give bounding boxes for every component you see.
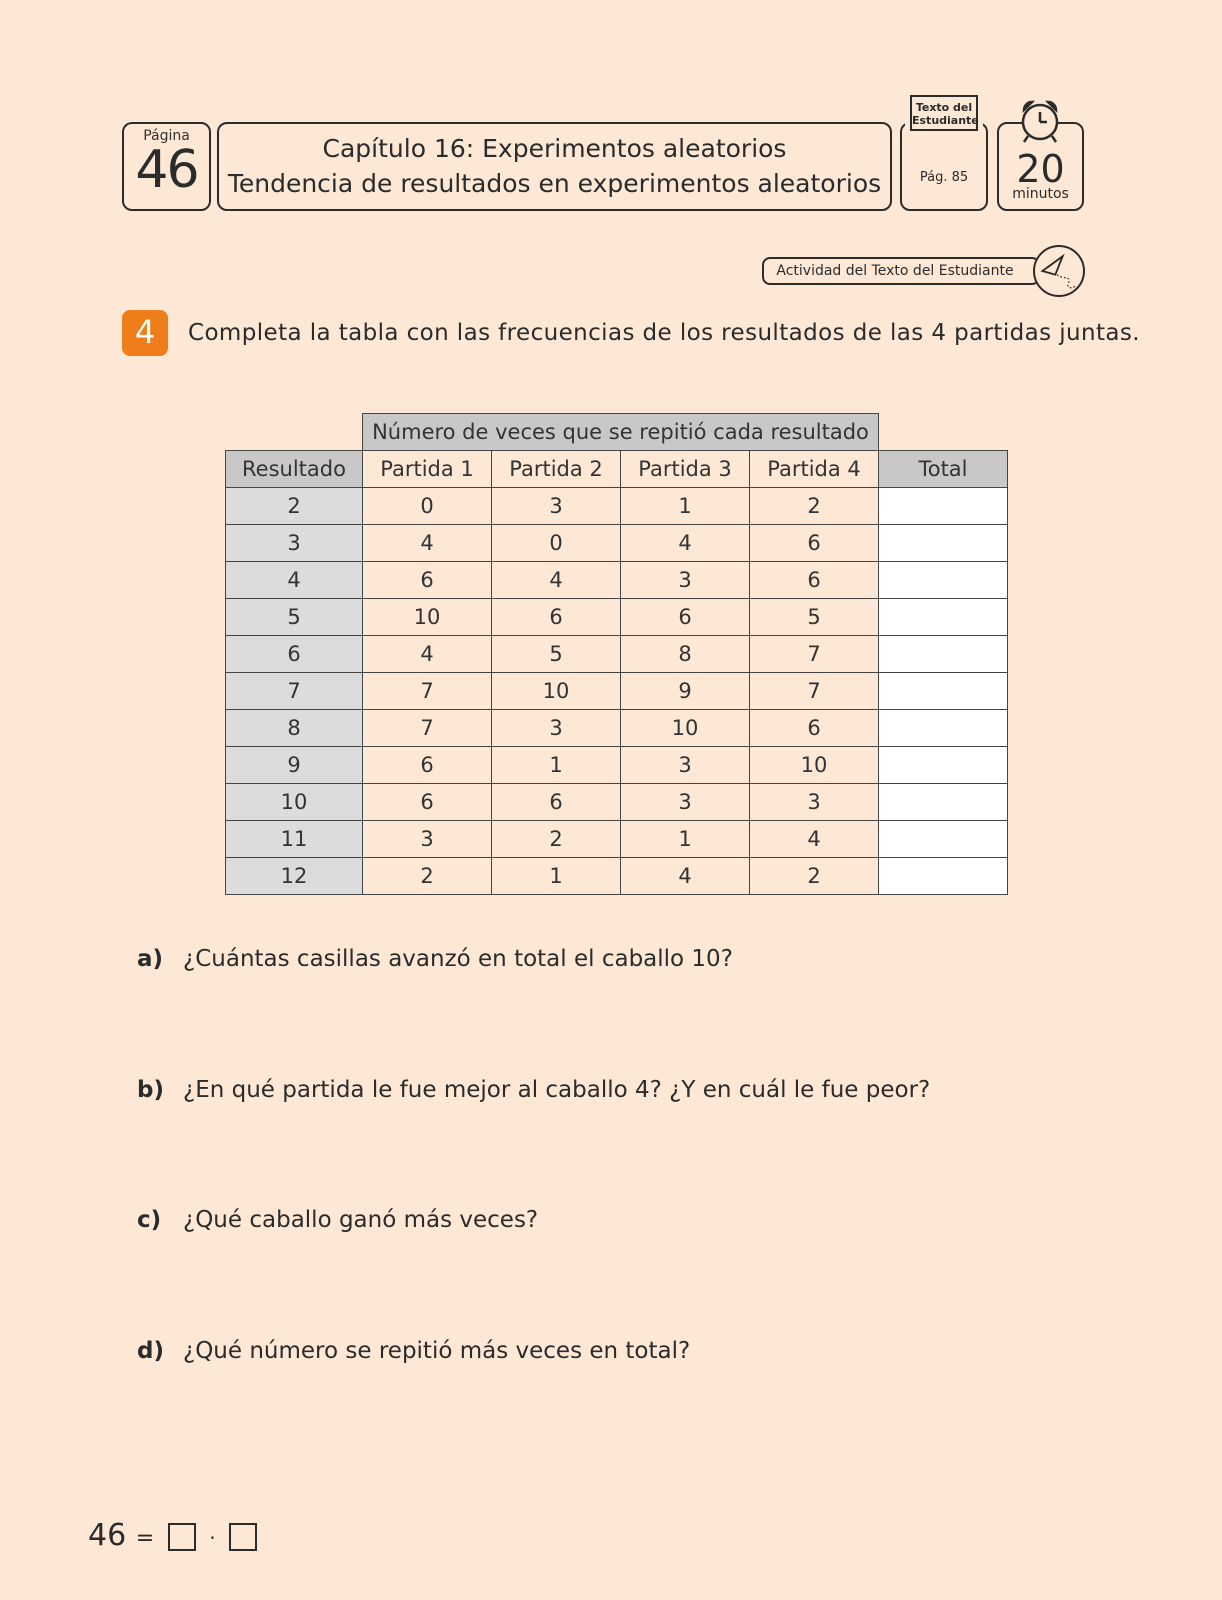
footer-dot: · (209, 1526, 216, 1550)
cell-partida-4: 6 (750, 525, 879, 562)
cell-partida-4: 5 (750, 599, 879, 636)
cell-total-input[interactable] (879, 784, 1008, 821)
table-row (226, 747, 1008, 784)
column-header-total: Total (879, 451, 1008, 488)
cell-partida-2: 6 (492, 599, 621, 636)
cell-resultado: 2 (226, 488, 363, 525)
question-letter: b) (137, 1077, 164, 1103)
column-header-resultado: Resultado (226, 451, 363, 488)
cell-partida-4: 2 (750, 488, 879, 525)
empty-corner (879, 414, 1008, 451)
cell-resultado: 8 (226, 710, 363, 747)
cell-partida-3: 1 (621, 488, 750, 525)
cell-partida-3: 4 (621, 858, 750, 895)
page-number: 46 (135, 140, 198, 200)
question-d (137, 1338, 690, 1364)
cell-partida-2: 1 (492, 747, 621, 784)
cell-partida-4: 3 (750, 784, 879, 821)
cell-partida-4: 7 (750, 636, 879, 673)
cell-partida-4: 10 (750, 747, 879, 784)
cell-partida-3: 9 (621, 673, 750, 710)
chapter-title: Capítulo 16: Experimentos aleatorios (322, 134, 787, 163)
cell-partida-2: 3 (492, 710, 621, 747)
cell-partida-4: 4 (750, 821, 879, 858)
student-text-badge: Texto del Estudiante (910, 95, 978, 131)
question-text: ¿Qué número se repitió más veces en total? (183, 1338, 691, 1364)
exercise-number-badge: 4 (122, 310, 168, 356)
cell-resultado: 3 (226, 525, 363, 562)
question-letter: a) (137, 946, 164, 972)
table-row (226, 784, 1008, 821)
group-header: Número de veces que se repitió cada resultado (363, 414, 879, 451)
cell-partida-2: 6 (492, 784, 621, 821)
cell-total-input[interactable] (879, 599, 1008, 636)
question-c (137, 1207, 538, 1233)
cell-total-input[interactable] (879, 525, 1008, 562)
cell-partida-4: 6 (750, 562, 879, 599)
cell-partida-3: 4 (621, 525, 750, 562)
cell-partida-4: 7 (750, 673, 879, 710)
cell-partida-2: 5 (492, 636, 621, 673)
cell-partida-3: 6 (621, 599, 750, 636)
question-text: ¿En qué partida le fue mejor al caballo 4? ¿Y en cuál le fue peor? (183, 1077, 931, 1103)
chapter-title-box (217, 122, 892, 211)
cell-partida-3: 8 (621, 636, 750, 673)
footer-equals: = (135, 1526, 155, 1551)
column-header-partida-1: Partida 1 (363, 451, 492, 488)
cell-partida-1: 7 (363, 673, 492, 710)
cell-partida-2: 10 (492, 673, 621, 710)
cell-total-input[interactable] (879, 562, 1008, 599)
cell-partida-3: 1 (621, 821, 750, 858)
cell-partida-3: 3 (621, 562, 750, 599)
cell-partida-1: 4 (363, 525, 492, 562)
cell-resultado: 6 (226, 636, 363, 673)
cell-total-input[interactable] (879, 821, 1008, 858)
cell-partida-1: 6 (363, 784, 492, 821)
table-row (226, 599, 1008, 636)
footer-page-equation (88, 1518, 261, 1553)
table-row (226, 673, 1008, 710)
cell-resultado: 5 (226, 599, 363, 636)
time-value: 20 (1016, 147, 1065, 191)
cell-partida-1: 4 (363, 636, 492, 673)
cell-partida-2: 3 (492, 488, 621, 525)
table-row (226, 821, 1008, 858)
cell-resultado: 10 (226, 784, 363, 821)
column-header-partida-4: Partida 4 (750, 451, 879, 488)
cell-partida-2: 4 (492, 562, 621, 599)
table-row (226, 525, 1008, 562)
question-letter: d) (137, 1338, 164, 1364)
table-group-header-row (226, 414, 1008, 451)
cell-partida-4: 6 (750, 710, 879, 747)
footer-page-number: 46 (88, 1518, 127, 1553)
time-unit: minutos (1012, 186, 1069, 202)
question-letter: c) (137, 1207, 162, 1233)
cell-partida-1: 6 (363, 562, 492, 599)
cell-partida-2: 0 (492, 525, 621, 562)
cell-partida-1: 6 (363, 747, 492, 784)
cell-partida-1: 10 (363, 599, 492, 636)
cell-partida-2: 1 (492, 858, 621, 895)
table-row (226, 562, 1008, 599)
cell-partida-3: 3 (621, 784, 750, 821)
cell-resultado: 4 (226, 562, 363, 599)
table-row (226, 488, 1008, 525)
question-b (137, 1077, 930, 1103)
column-header-partida-3: Partida 3 (621, 451, 750, 488)
question-a (137, 946, 733, 972)
question-text: ¿Cuántas casillas avanzó en total el caballo 10? (183, 946, 733, 972)
table-header-row (226, 451, 1008, 488)
cell-partida-4: 2 (750, 858, 879, 895)
table-row (226, 858, 1008, 895)
cell-partida-3: 3 (621, 747, 750, 784)
question-text: ¿Qué caballo ganó más veces? (183, 1207, 539, 1233)
cell-partida-1: 2 (363, 858, 492, 895)
cell-partida-1: 3 (363, 821, 492, 858)
page-number-box (122, 122, 211, 211)
cell-total-input[interactable] (879, 858, 1008, 895)
cell-total-input[interactable] (879, 710, 1008, 747)
cell-partida-2: 2 (492, 821, 621, 858)
paper-plane-icon (1033, 245, 1085, 297)
blank-square-icon (229, 1523, 257, 1551)
frequency-table (225, 413, 1008, 895)
cell-resultado: 9 (226, 747, 363, 784)
table-row (226, 710, 1008, 747)
book-icon (905, 95, 983, 139)
cell-partida-1: 7 (363, 710, 492, 747)
cell-partida-1: 0 (363, 488, 492, 525)
student-text-page: Pág. 85 (919, 170, 969, 185)
blank-square-icon (168, 1523, 196, 1551)
column-header-partida-2: Partida 2 (492, 451, 621, 488)
cell-resultado: 11 (226, 821, 363, 858)
cell-resultado: 12 (226, 858, 363, 895)
cell-partida-3: 10 (621, 710, 750, 747)
lesson-title: Tendencia de resultados en experimentos aleatorios (227, 169, 882, 198)
activity-label: Actividad del Texto del Estudiante (762, 257, 1040, 285)
cell-resultado: 7 (226, 673, 363, 710)
cell-total-input[interactable] (879, 747, 1008, 784)
table-body (226, 488, 1008, 895)
table-row (226, 636, 1008, 673)
cell-total-input[interactable] (879, 673, 1008, 710)
cell-total-input[interactable] (879, 488, 1008, 525)
cell-total-input[interactable] (879, 636, 1008, 673)
page-label: Página (143, 128, 190, 144)
empty-corner (226, 414, 363, 451)
alarm-clock-icon (1012, 96, 1068, 146)
exercise-instruction: Completa la tabla con las frecuencias de los resultados de las 4 partidas juntas. (188, 320, 1140, 346)
